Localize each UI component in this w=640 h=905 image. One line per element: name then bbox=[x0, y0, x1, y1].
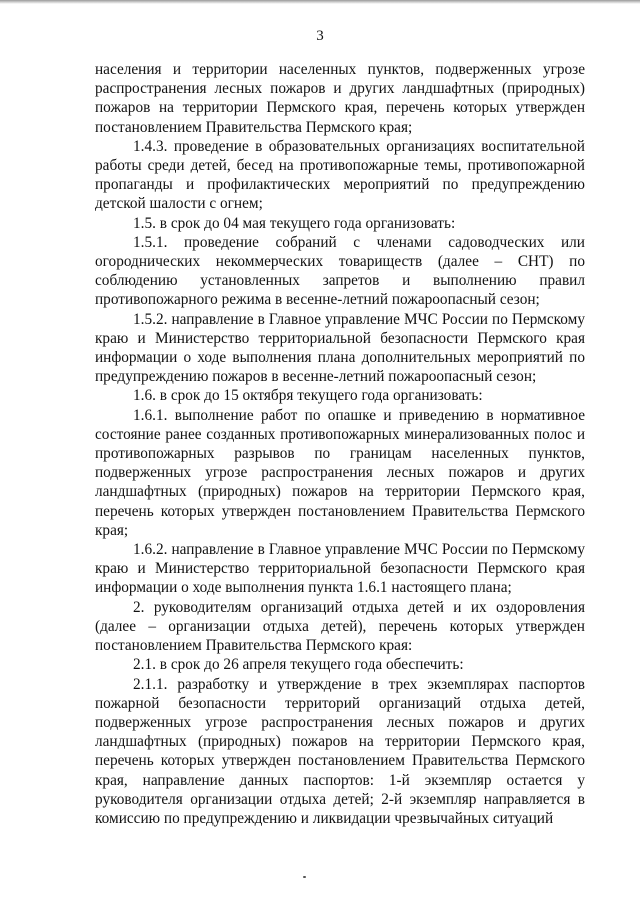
paragraph-2-1-1: 2.1.1. разработку и утверждение в трех экземплярах паспортов пожарной безопасности территорий организаций отдыха детей, подверженных угрозе распространения лесных пожаров и других ландшафтных (природных) пожаров на территории Пермского края, перечень которых утвержден постановлением Правительства Пермского края, направление данных паспортов: 1-й экземпляр остается у руководителя организации отдыха детей; 2-й экземпляр направляется в комиссию по предупреждению и ликвидации чрезвычайных ситуаций bbox=[95, 675, 585, 827]
paragraph-1-5-1: 1.5.1. проведение собраний с членами садоводческих или огороднических некоммерческих товариществ (далее – СНТ) по соблюдению установленных запретов и выполнению правил противопожарного режима в весенне-летний пожароопасный сезон; bbox=[95, 233, 585, 309]
document-body bbox=[95, 60, 585, 828]
paragraph-continuation: населения и территории населенных пунктов, подверженных угрозе распространения лесных пожаров и других ландшафтных (природных) пожаров на территории Пермского края, перечень которых утвержден постановлением Правительства Пермского края; bbox=[95, 61, 585, 136]
paragraph-1-4-3: 1.4.3. проведение в образовательных организациях воспитательной работы среди детей, бесед на противопожарные темы, противопожарной пропаганды и профилактических мероприятий по предупреждению детской шалости с огнем; bbox=[95, 137, 585, 213]
scan-speck bbox=[303, 876, 306, 878]
paragraph-2-1: 2.1. в срок до 26 апреля текущего года обеспечить: bbox=[133, 656, 464, 674]
paragraph-1-6: 1.6. в срок до 15 октября текущего года организовать: bbox=[133, 387, 483, 405]
paragraph-2: 2. руководителям организаций отдыха детей и их оздоровления (далее – организации отдыха детей), перечень которых утвержден постановлением Правительства Пермского края: bbox=[95, 598, 585, 655]
paragraph-1-6-1: 1.6.1. выполнение работ по опашке и приведению в нормативное состояние ранее созданных противопожарных минерализованных полос и противопожарных разрывов по границам населенных пунктов, подверженных угрозе распространения лесных пожаров и других ландшафтных (природных) пожаров на территории Пермского края, перечень которых утвержден постановлением Правительства Пермского края; bbox=[95, 406, 585, 539]
paragraph-1-6-2: 1.6.2. направление в Главное управление МЧС России по Пермскому краю и Министерство территориальной безопасности Пермского края информации о ходе выполнения пункта 1.6.1 настоящего плана; bbox=[95, 541, 585, 597]
paragraph-1-5: 1.5. в срок до 04 мая текущего года организовать: bbox=[133, 214, 456, 232]
page-number: 3 bbox=[316, 28, 324, 44]
scan-top-edge bbox=[0, 0, 640, 4]
paragraph-1-5-2: 1.5.2. направление в Главное управление МЧС России по Пермскому краю и Министерство территориальной безопасности Пермского края информации о ходе выполнения плана дополнительных мероприятий по предупреждению пожаров в весенне-летний пожароопасный сезон; bbox=[95, 310, 585, 386]
